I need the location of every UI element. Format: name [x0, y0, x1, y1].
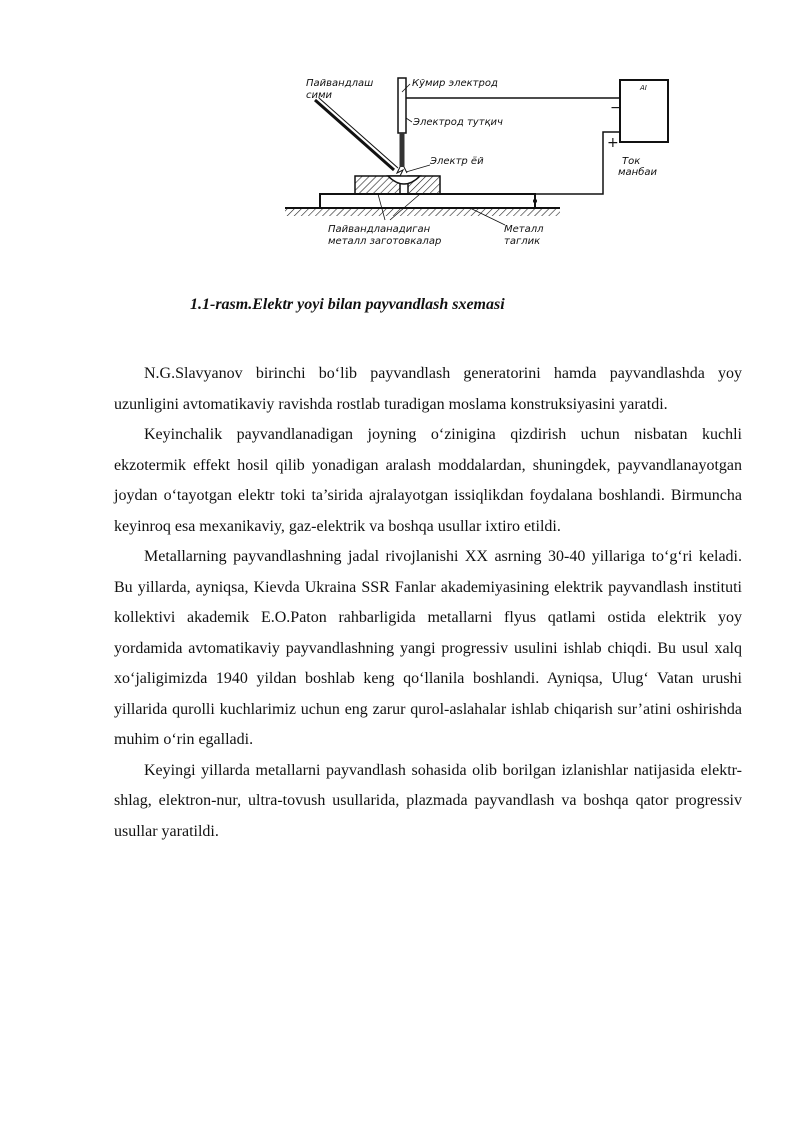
document-body — [114, 359, 742, 847]
label-electric-arc: Электр ёй — [430, 156, 484, 167]
label-workpiece-1: Пайвандланадиган — [328, 224, 431, 235]
label-current-2: манбаи — [618, 167, 658, 178]
minus-sign: − — [610, 100, 622, 116]
welding-scheme-svg — [270, 70, 690, 260]
electrode-holder — [398, 78, 406, 133]
metal-base-plate — [320, 194, 535, 208]
welding-diagram — [270, 70, 690, 260]
carbon-electrode — [400, 133, 405, 167]
label-wire-2: сими — [306, 90, 333, 101]
filler-wire — [315, 100, 394, 170]
label-wire-1: Пайвандлаш — [306, 78, 374, 89]
label-electrode-holder: Электрод тутқич — [413, 117, 503, 128]
label-carbon-electrode: Кўмир электрод — [412, 78, 498, 89]
label-workpiece-2: металл заготовкалар — [328, 236, 442, 247]
paragraph: Metallarning payvandlashning jadal rivojlanishi XX asrning 30-40 yillariga to‘g‘ri keladi. Bu yillarda, ayniqsa, Kievda Ukraina SSR Fanlar akademiyasining elektrik payvandlash instituti kollektivi akademik E.O.Paton rahbarligida metallarni flyus qatlami ostida elektrik yoy yordamida avtomatikaviy payvandlashning yangi progressiv usulini ishlab chiqdi. Bu usul xalq xo‘jaligimizda 1940 yildan boshlab keng qo‘llanila boshlandi. Ayniqsa, Ulug‘ Vatan urushi yillarida qurolli kuchlarimiz uchun eng zarur qurol-aslahalar ishlab chiqarish sur’atini oshirishda muhim o‘rin egalladi. — [114, 548, 742, 748]
paragraph: Keyingi yillarda metallarni payvandlash sohasida olib borilgan izlanishlar natijasida elektr-shlag, elektron-nur, ultra-tovush usullarida, plazmada payvandlash va boshqa qator progressiv usullar yaratildi. — [114, 761, 742, 840]
ground-hatching — [285, 208, 560, 216]
paragraph: N.G.Slavyanov birinchi bo‘lib payvandlash generatorini hamda payvandlashda yoy uzunligini avtomatikaviy ravishda rostlab turadigan moslama konstruksiyasini yaratdi. — [114, 365, 742, 413]
label-base-2: таглик — [504, 236, 541, 247]
figure-caption: 1.1-rasm.Elektr yoyi bilan payvandlash sxemasi — [190, 296, 505, 313]
paragraph: Keyinchalik payvandlanadigan joyning o‘zinigina qizdirish uchun nisbatan kuchli ekzotermik effekt hosil qilib yonadigan aralash moddalardan, shuningdek, payvandlanayotgan joydan o‘tayotgan elektr toki ta’sirida ajralayotgan issiqlikdan foydalana boshlandi. Birmuncha keyinroq esa mexanikaviy, gaz-elektrik va boshqa usullar ixtiro etildi. — [114, 426, 742, 535]
label-base-1: Металл — [504, 224, 544, 235]
label-current-1: Ток — [622, 156, 641, 167]
electric-arc — [397, 167, 407, 176]
plus-sign: + — [607, 135, 619, 151]
svg-text:AI: AI — [640, 84, 647, 92]
